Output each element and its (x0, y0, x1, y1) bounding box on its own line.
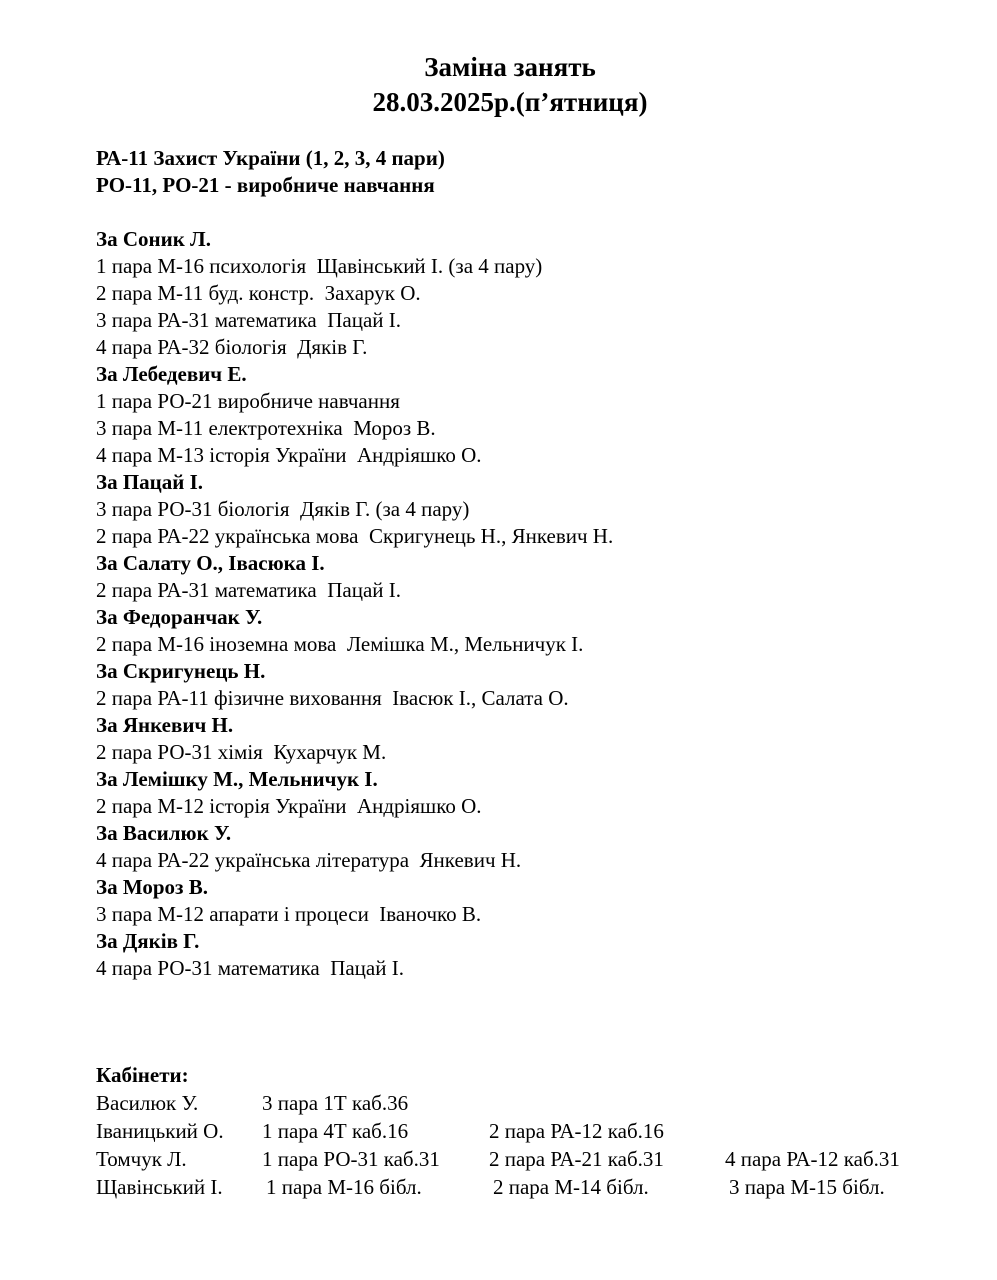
substitution-line: 1 пара РО-21 виробниче навчання (96, 389, 400, 413)
substitution-line: 2 пара М-16 іноземна мова Лемішка М., Мельничук І. (96, 632, 584, 656)
substitution-header: За Федоранчак У. (96, 605, 263, 629)
rooms-title: Кабінети: (96, 1063, 189, 1087)
room-slot: 3 пара М-15 бібл. (729, 1175, 885, 1199)
room-slot: 1 пара РО-31 каб.31 (262, 1147, 440, 1171)
substitution-line: 2 пара М-11 буд. констр. Захарук О. (96, 281, 421, 305)
room-teacher: Томчук Л. (96, 1147, 187, 1171)
page-title: Заміна занять (424, 52, 596, 82)
room-slot: 2 пара М-14 бібл. (493, 1175, 649, 1199)
substitution-header: За Лемішку М., Мельничук І. (96, 767, 378, 791)
substitution-line: 1 пара М-16 психологія Щавінський І. (за 4 пару) (96, 254, 543, 278)
substitutions-list (96, 226, 613, 982)
substitution-line: 3 пара М-12 апарати і процеси Іваночко В. (96, 902, 482, 926)
substitution-line: 4 пара РА-32 біологія Дяків Г. (96, 335, 368, 359)
substitution-header: За Дяків Г. (96, 929, 200, 953)
substitution-header: За Янкевич Н. (96, 713, 234, 737)
room-row (0, 1089, 997, 1117)
room-teacher: Щавінський І. (96, 1175, 223, 1199)
substitution-header: За Соник Л. (96, 227, 211, 251)
substitution-header: За Лебедевич Е. (96, 362, 247, 386)
substitution-line: 2 пара РО-31 хімія Кухарчук М. (96, 740, 387, 764)
rooms-table (0, 1089, 997, 1201)
room-teacher: Іваницький О. (96, 1119, 224, 1143)
room-row (0, 1145, 997, 1173)
room-row (0, 1173, 997, 1201)
substitution-header: За Василюк У. (96, 821, 232, 845)
room-teacher: Василюк У. (96, 1091, 199, 1115)
substitution-line: 2 пара М-12 історія України Андріяшко О. (96, 794, 482, 818)
substitution-line: 2 пара РА-22 українська мова Скригунець Н., Янкевич Н. (96, 524, 614, 548)
room-slot: 3 пара 1Т каб.36 (262, 1091, 409, 1115)
intro-line: РО-11, РО-21 - виробниче навчання (96, 173, 435, 197)
substitution-line: 3 пара М-11 електротехніка Мороз В. (96, 416, 436, 440)
substitution-header: За Салату О., Івасюка І. (96, 551, 325, 575)
room-slot: 1 пара 4Т каб.16 (262, 1119, 409, 1143)
substitution-line: 4 пара М-13 історія України Андріяшко О. (96, 443, 482, 467)
substitution-line: 2 пара РА-11 фізичне виховання Івасюк І., Салата О. (96, 686, 569, 710)
substitution-line: 3 пара РА-31 математика Пацай І. (96, 308, 402, 332)
substitution-header: За Скригунець Н. (96, 659, 266, 683)
substitution-line: 2 пара РА-31 математика Пацай І. (96, 578, 402, 602)
substitution-header: За Пацай І. (96, 470, 204, 494)
room-slot: 2 пара РА-12 каб.16 (489, 1119, 664, 1143)
substitution-line: 4 пара РА-22 українська література Янкевич Н. (96, 848, 522, 872)
room-slot: 1 пара М-16 бібл. (266, 1175, 422, 1199)
substitution-line: 4 пара РО-31 математика Пацай І. (96, 956, 404, 980)
room-slot: 4 пара РА-12 каб.31 (725, 1147, 900, 1171)
room-row (0, 1117, 997, 1145)
substitution-header: За Мороз В. (96, 875, 209, 899)
date-line: 28.03.2025р.(п’ятниця) (372, 87, 648, 117)
intro-line: РА-11 Захист України (1, 2, 3, 4 пари) (96, 146, 445, 170)
substitution-line: 3 пара РО-31 біологія Дяків Г. (за 4 пару) (96, 497, 470, 521)
room-slot: 2 пара РА-21 каб.31 (489, 1147, 664, 1171)
